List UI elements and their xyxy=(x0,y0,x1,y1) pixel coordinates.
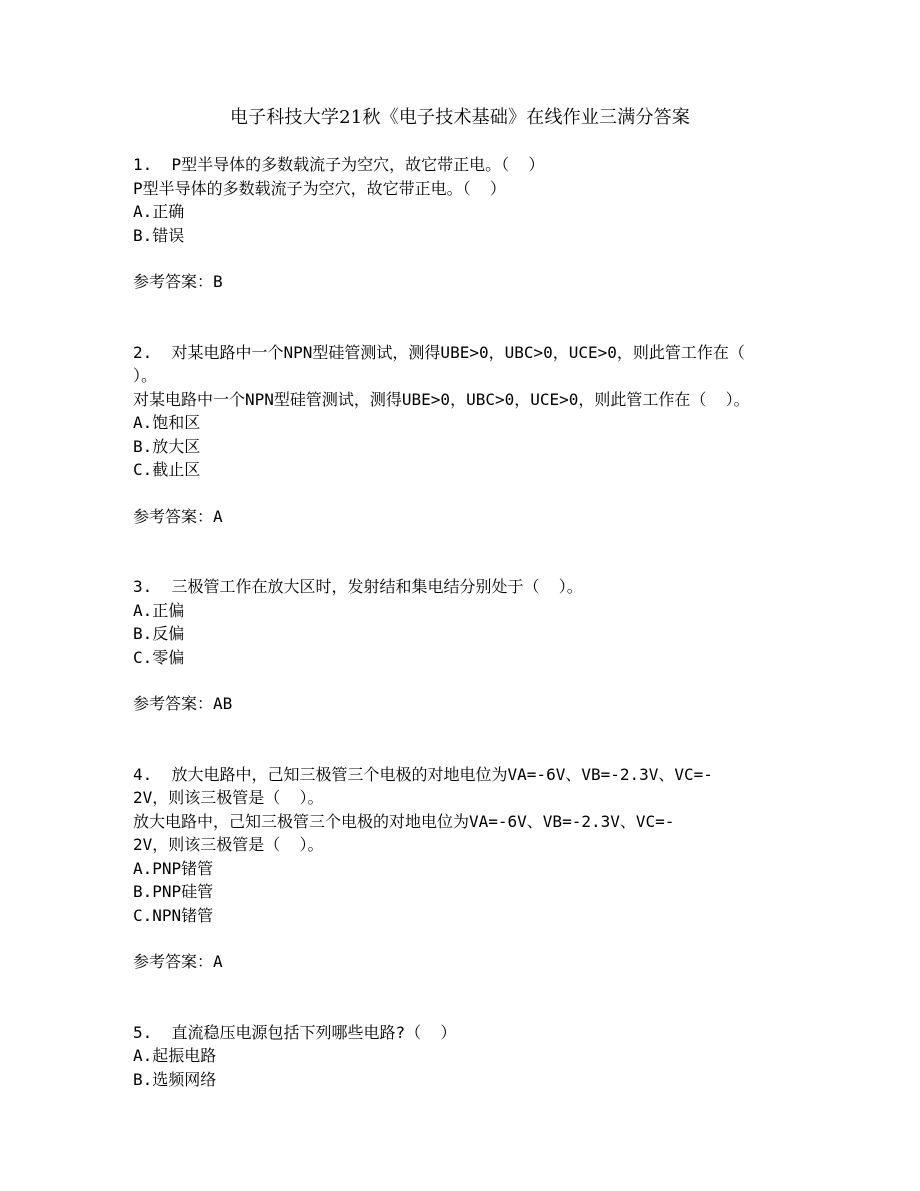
reference-answer xyxy=(133,950,793,974)
question-4 xyxy=(133,763,793,974)
option-a: A.饱和区 xyxy=(133,413,201,432)
question-5 xyxy=(133,1021,793,1092)
question-number: 4. xyxy=(133,764,153,784)
answer-value: A xyxy=(213,506,223,526)
question-body-line: P型半导体的多数载流子为空穴，故它带正电。（ ） xyxy=(133,178,506,198)
question-heading-line: ）。 xyxy=(133,366,158,385)
answer-value: B xyxy=(213,272,223,291)
option-list xyxy=(133,1044,793,1091)
option-b: B.选频网络 xyxy=(133,1069,217,1089)
answer-label: 参考答案： xyxy=(133,694,214,713)
option-b: B.错误 xyxy=(133,225,185,245)
document-title: 电子科技大学21秋《电子技术基础》在线作业三满分答案 xyxy=(229,107,691,128)
question-spacer xyxy=(133,294,793,341)
answer-label: 参考答案： xyxy=(133,952,214,971)
question-heading-line: 对某电路中一个NPN型硅管测试，测得UBE>0，UBC>0，UCE>0，则此管工作在（ xyxy=(171,342,745,362)
question-heading xyxy=(133,763,793,787)
question-heading-line: 放大电路中，己知三极管三个电极的对地电位为VA=-6V、VB=-2.3V、VC=- xyxy=(171,764,713,784)
question-2 xyxy=(133,341,793,529)
question-heading xyxy=(133,153,793,177)
option-c: C.零偏 xyxy=(133,647,185,667)
question-body-line: 放大电路中，己知三极管三个电极的对地电位为VA=-6V、VB=-2.3V、VC=- xyxy=(133,811,675,831)
question-spacer xyxy=(133,528,793,575)
option-a: A.PNP锗管 xyxy=(133,858,214,878)
answer-value: AB xyxy=(213,694,233,713)
question-heading-line: 直流稳压电源包括下列哪些电路?（ ） xyxy=(171,1022,457,1042)
option-a: A.起振电路 xyxy=(133,1046,217,1065)
question-heading-line: P型半导体的多数载流子为空穴，故它带正电。（ ） xyxy=(171,155,545,174)
reference-answer xyxy=(133,270,793,294)
question-heading-line: 三极管工作在放大区时，发射结和集电结分别处于（ ）。 xyxy=(171,577,583,596)
question-body-line: 对某电路中一个NPN型硅管测试，测得UBE>0，UBC>0，UCE>0，则此管工作在（ ）。 xyxy=(133,389,750,409)
question-spacer xyxy=(133,716,793,763)
question-list xyxy=(133,153,793,1091)
answer-label: 参考答案： xyxy=(133,506,214,526)
question-heading-line: 2V，则该三极管是（ ）。 xyxy=(133,788,324,807)
question-spacer xyxy=(133,974,793,1021)
option-a: A.正确 xyxy=(133,202,185,221)
answer-label: 参考答案： xyxy=(133,272,214,291)
question-heading xyxy=(133,1021,793,1045)
option-b: B.反偏 xyxy=(133,624,185,643)
question-1 xyxy=(133,153,793,294)
reference-answer xyxy=(133,692,793,716)
option-list xyxy=(133,411,793,482)
question-number: 3. xyxy=(133,577,153,596)
option-list xyxy=(133,857,793,928)
option-a: A.正偏 xyxy=(133,600,185,620)
question-number: 2. xyxy=(133,342,153,362)
reference-answer xyxy=(133,505,793,529)
option-b: B.放大区 xyxy=(133,436,201,456)
question-body-line: 2V，则该三极管是（ ）。 xyxy=(133,835,324,854)
question-3 xyxy=(133,575,793,716)
option-list xyxy=(133,200,793,247)
question-heading xyxy=(133,575,793,599)
option-list xyxy=(133,599,793,670)
option-c: C.截止区 xyxy=(133,460,201,479)
option-b: B.PNP硅管 xyxy=(133,882,214,901)
question-number: 5. xyxy=(133,1022,153,1042)
answer-value: A xyxy=(213,952,223,971)
question-heading xyxy=(133,341,793,365)
option-c: C.NPN锗管 xyxy=(133,905,214,925)
question-number: 1. xyxy=(133,155,153,174)
